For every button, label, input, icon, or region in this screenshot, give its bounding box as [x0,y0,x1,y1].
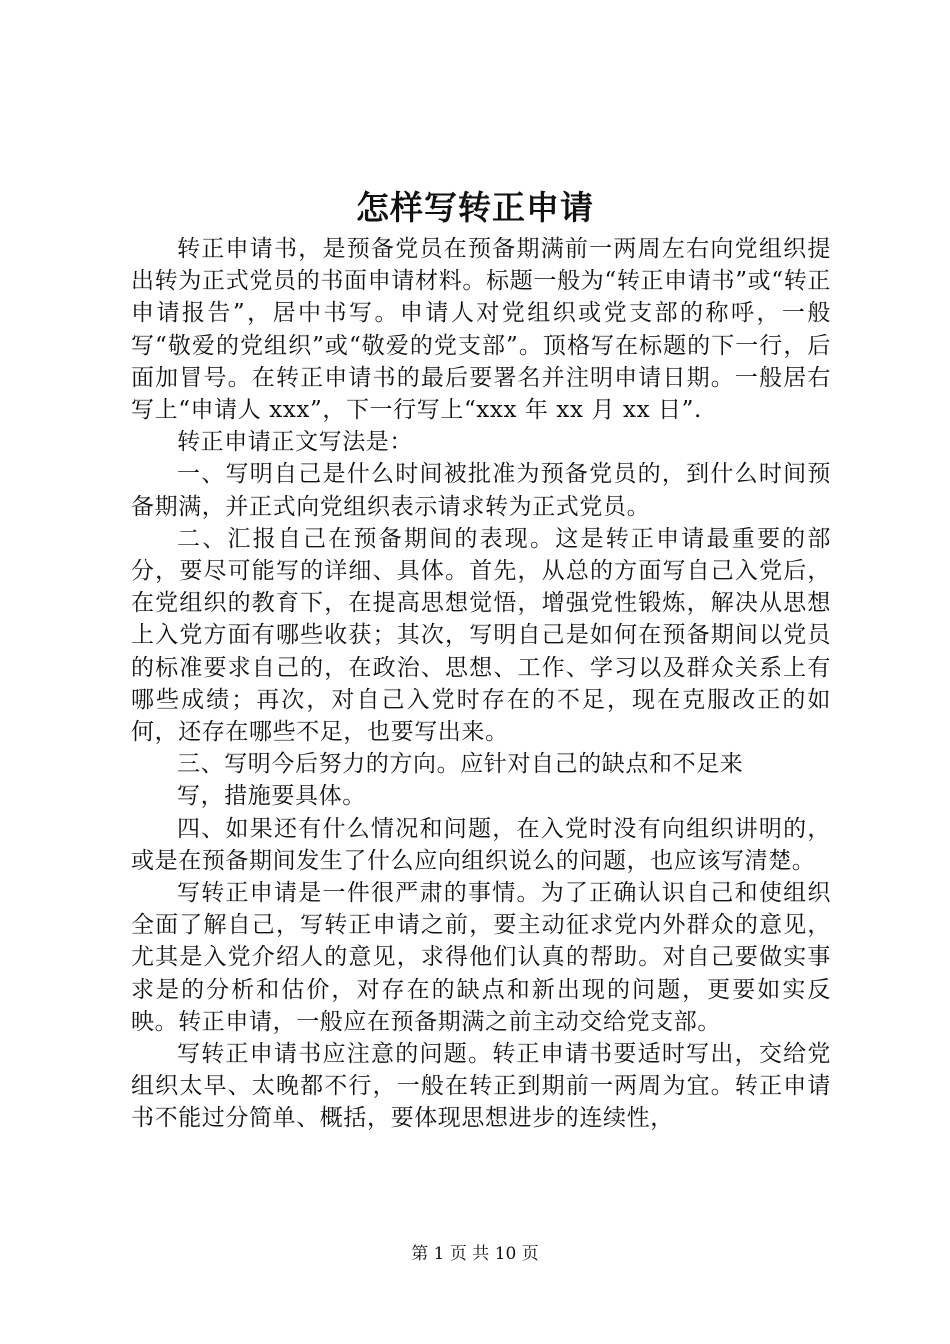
document-title: 怎样写转正申请 [356,188,594,227]
page-number: 第 1 页 共 10 页 [411,1244,539,1264]
paragraph: 三、写明今后努力的方向。应针对自己的缺点和不足来 [177,751,744,778]
document-body [131,233,831,1135]
paragraph: 四、如果还有什么情况和问题，在入党时没有向组织讲明的，或是在预备期间发生了什么应向组织说么的问题，也应该写清楚。 [131,815,831,874]
paragraph: 写，措施要具体。 [177,783,366,810]
paragraph: 转正申请正文写法是： [177,429,413,456]
paragraph: 一、写明自己是什么时间被批准为预备党员的，到什么时间预备期满，并正式向党组织表示请求转为正式党员。 [131,461,831,520]
paragraph: 写转正申请书应注意的问题。转正申请书要适时写出，交给党组织太早、太晚都不行，一般在转正到期前一两周为宜。转正申请书不能过分简单、概括，要体现思想进步的连续性， [131,1041,831,1132]
paragraph: 转正申请书，是预备党员在预备期满前一两周左右向党组织提出转为正式党员的书面申请材料。标题一般为“转正申请书”或“转正申请报告”，居中书写。申请人对党组织或党支部的称呼，一般写“敬爱的党组织”或“敬爱的党支部”。顶格写在标题的下一行，后面加冒号。在转正申请书的最后要署名并注明申请日期。一般居右写上“申请人 xxx”，下一行写上“xxx 年 xx 月 xx 日”. [131,236,831,424]
paragraph: 二、汇报自己在预备期间的表现。这是转正申请最重要的部分，要尽可能写的详细、具体。首先，从总的方面写自己入党后，在党组织的教育下，在提高思想觉悟，增强党性锻炼，解决从思想上入党方面有哪些收获；其次，写明自己是如何在预备期间以党员的标准要求自己的，在政治、思想、工作、学习以及群众关系上有哪些成绩；再次，对自己入党时存在的不足，现在克服改正的如何，还存在哪些不足，也要写出来。 [131,525,831,746]
paragraph: 写转正申请是一件很严肃的事情。为了正确认识自己和使组织全面了解自己，写转正申请之前，要主动征求党内外群众的意见，尤其是入党介绍人的意见，求得他们认真的帮助。对自己要做实事求是的分析和估价，对存在的缺点和新出现的问题，更要如实反映。转正申请，一般应在预备期满之前主动交给党支部。 [131,880,831,1035]
